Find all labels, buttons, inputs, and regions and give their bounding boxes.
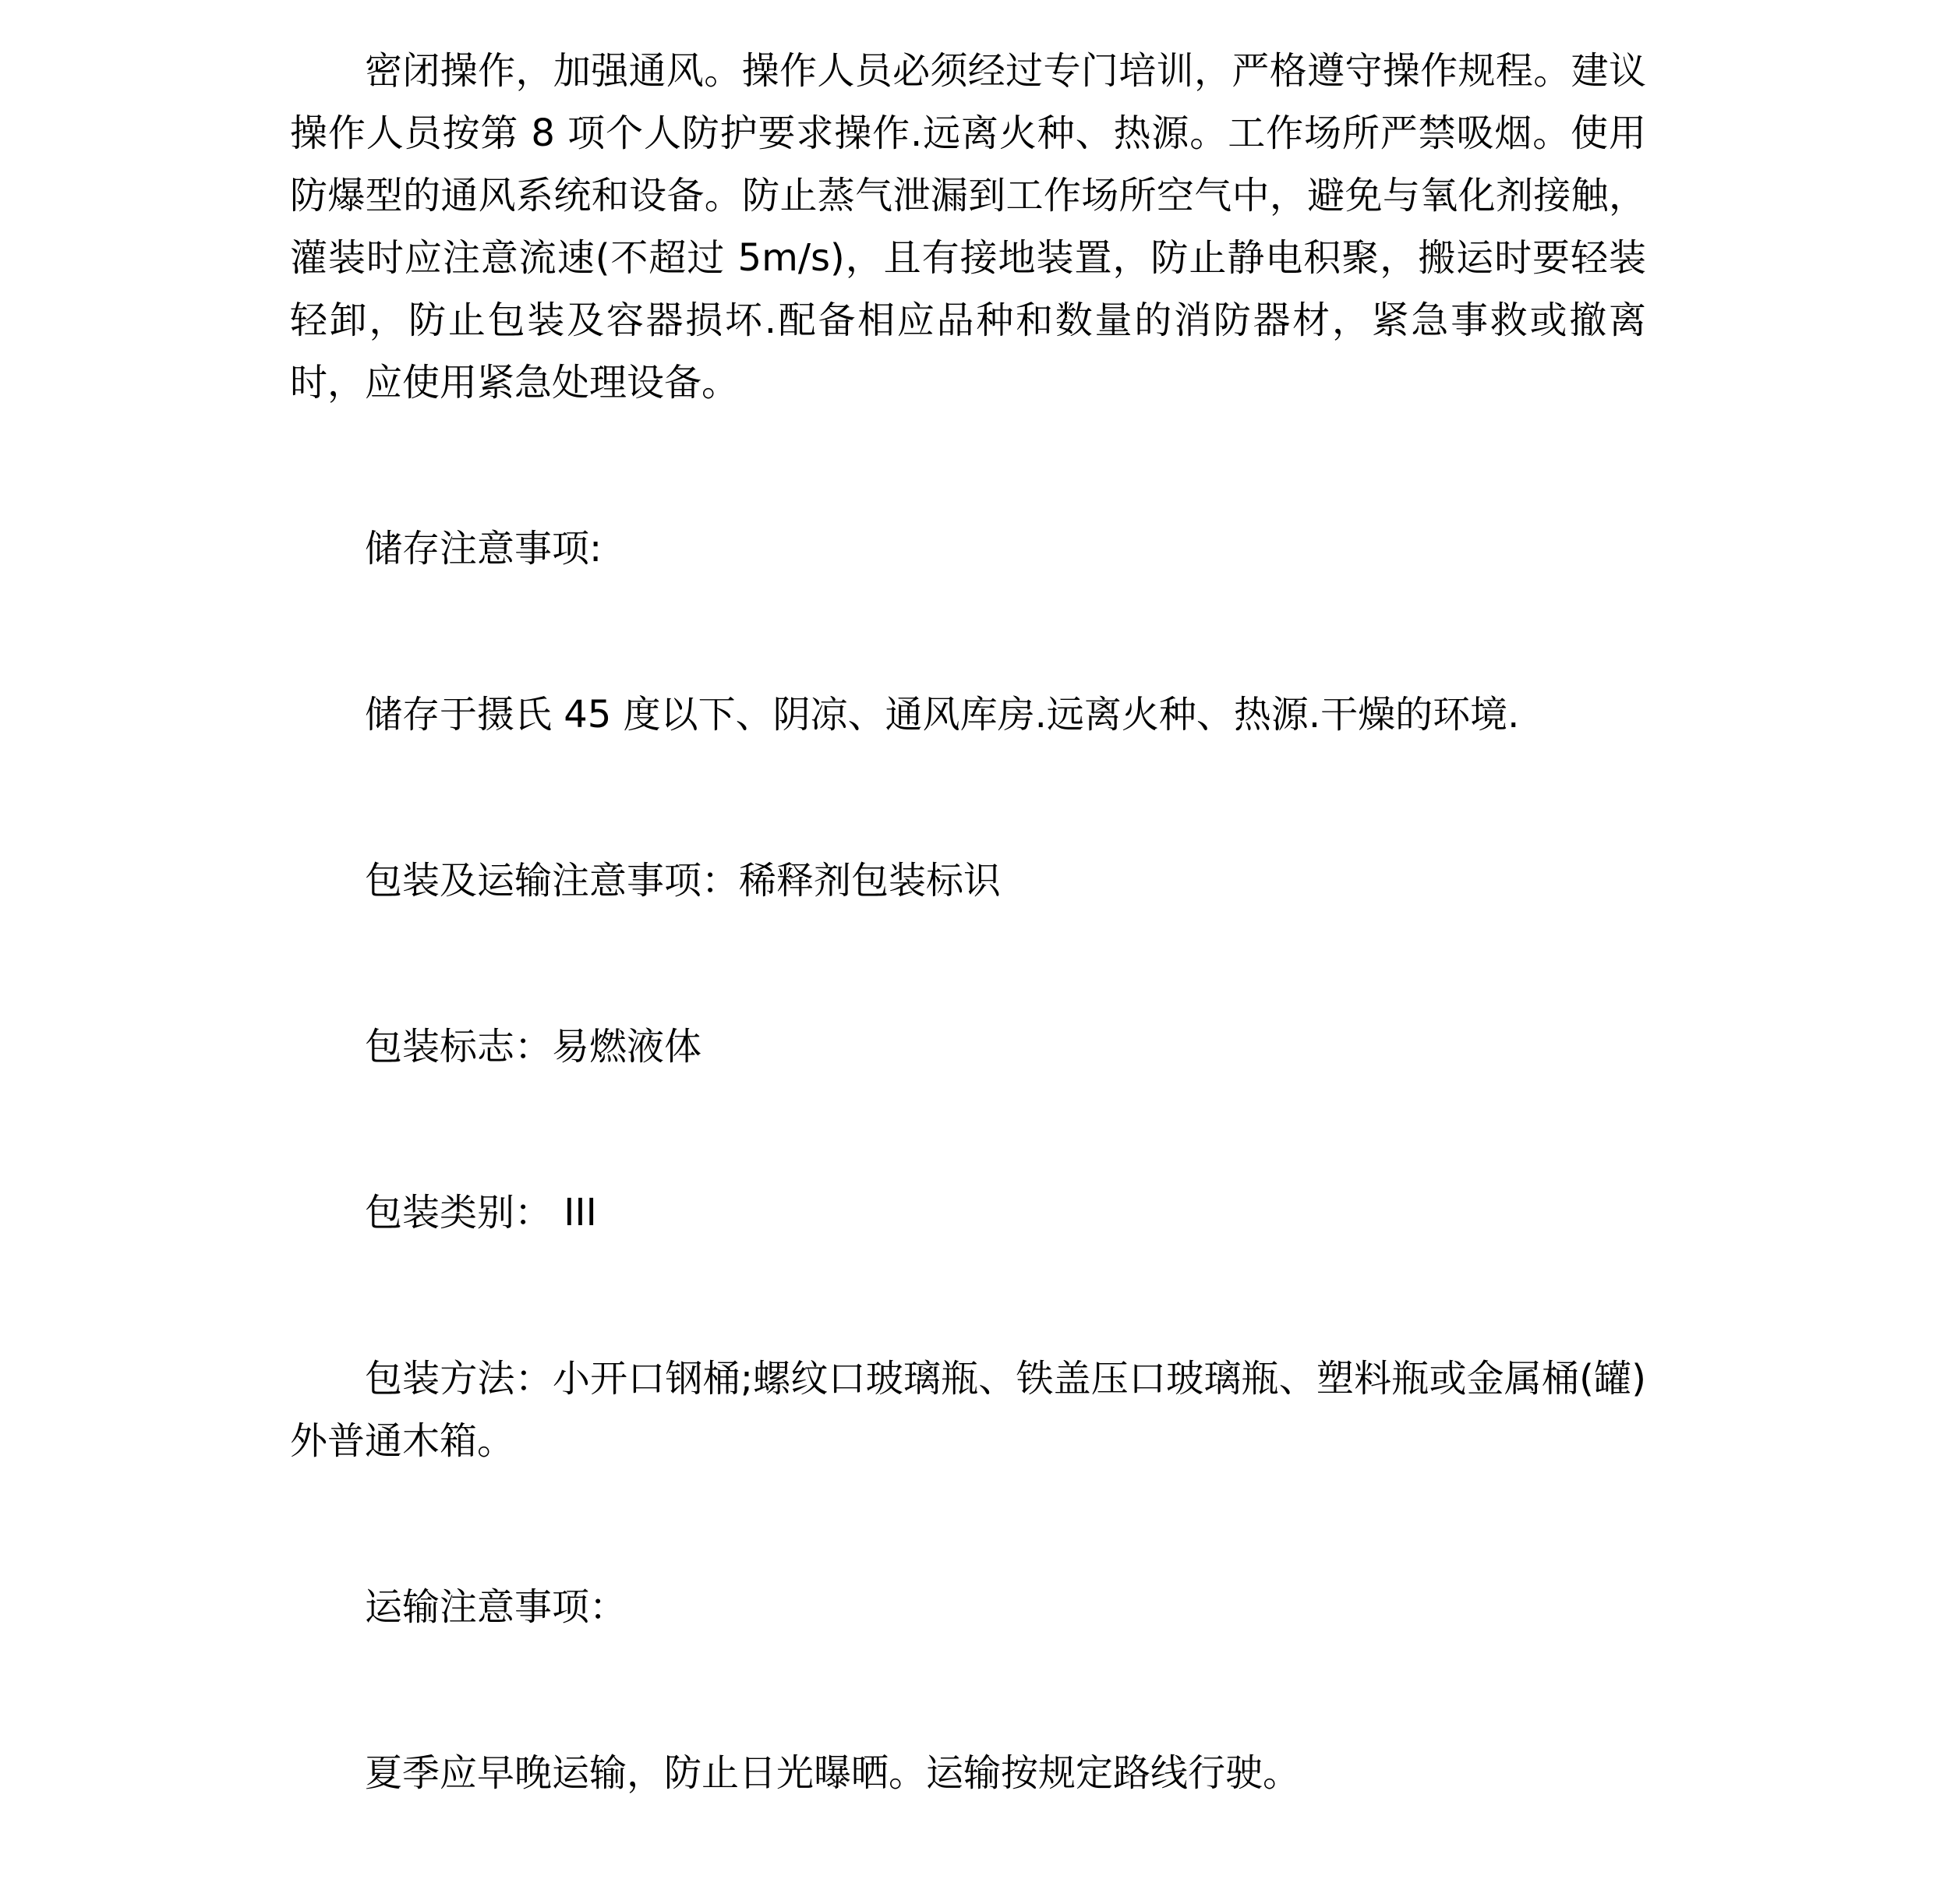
paragraph: 运输注意事项： <box>365 1585 627 1629</box>
paragraph: 包装及运输注意事项：稀释剂包装标识 <box>365 859 1002 903</box>
paragraph: 储存于摄氏 45 度以下、阴凉、通风库房.远离火种、热源.干燥的环境. <box>365 693 1520 737</box>
paragraph: 包装方法：小开口钢桶;螺纹口玻璃瓶、铁盖压口玻璃瓶、塑料瓶或金属桶(罐)外普通木箱。 <box>290 1357 1646 1463</box>
paragraph: 储存注意事项: <box>365 527 603 570</box>
paragraph: 包装标志：易燃液体 <box>365 1025 702 1069</box>
paragraph: 夏季应早晚运输，防止日光曝晒。运输按规定路线行驶。 <box>365 1751 1301 1795</box>
paragraph: 包装类别： III <box>365 1191 597 1235</box>
paragraph: 密闭操作，加强通风。操作人员必须经过专门培训，严格遵守操作规程。建议操作人员按第 8 项个人防护要求操作.远离火种、热源。工作场所严禁吸烟。使用防爆型的通风系统和设备。防止蒸气泄漏到工作场所空气中，避免与氧化剂接触，灌装时应注意流速(不超过 5m/s)，且有接地装置，防止静电积聚，搬运时要轻装轻卸，防止包装及容器损坏.配备相应品种和数量的消防器材，紧急事救或撤离时，应使用紧急处理设备。 <box>290 49 1646 404</box>
